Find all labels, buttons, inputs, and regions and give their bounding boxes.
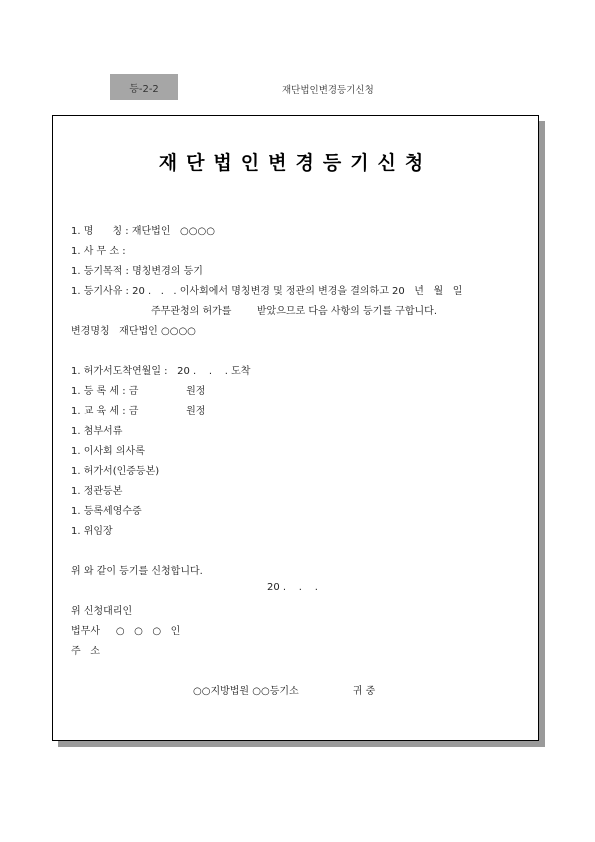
attachments-heading: 1. 첨부서류 bbox=[71, 426, 123, 437]
form-code-badge bbox=[110, 74, 178, 100]
field-registration-purpose: 1. 등기목적 : 명칭변경의 등기 bbox=[71, 266, 203, 277]
field-corporation-name: 1. 명 칭 : 재단법인 ○○○○ bbox=[71, 226, 215, 237]
application-statement: 위 와 같이 등기를 신청합니다. bbox=[71, 566, 203, 577]
form-code-label: 등-2-2 bbox=[129, 83, 159, 95]
agent-address: 주 소 bbox=[71, 646, 100, 657]
attachment-item: 1. 이사회 의사록 bbox=[71, 446, 145, 457]
form-title: 재단법인변경등기신청 bbox=[158, 152, 433, 174]
attachment-item: 1. 정관등본 bbox=[71, 486, 123, 497]
agent-heading: 위 신청대리인 bbox=[71, 606, 133, 617]
field-permit-arrival-date: 1. 허가서도착연월일 : 20 . . . 도착 bbox=[71, 366, 251, 377]
recipient-court-registry: ○○지방법원 ○○등기소 귀 중 bbox=[193, 686, 376, 697]
field-registration-reason-cont: 주무관청의 허가를 받았으므로 다음 사항의 등기를 구합니다. bbox=[151, 306, 438, 317]
field-office: 1. 사 무 소 : bbox=[71, 246, 126, 257]
agent-legal-scrivener: 법무사 ○ ○ ○ 인 bbox=[71, 626, 181, 637]
field-registration-reason: 1. 등기사유 : 20 . . . 이사회에서 명칭변경 및 정관의 변경을 결의하고 20 년 월 일 bbox=[71, 286, 463, 297]
field-education-tax: 1. 교 육 세 : 금 원정 bbox=[71, 406, 206, 417]
header-title: 재단법인변경등기신청 bbox=[282, 85, 374, 96]
application-date: 20 . . . bbox=[267, 582, 318, 593]
field-changed-name: 변경명칭 재단법인 ○○○○ bbox=[71, 326, 196, 337]
attachment-item: 1. 등록세영수증 bbox=[71, 506, 142, 517]
field-registration-tax: 1. 등 록 세 : 금 원정 bbox=[71, 386, 206, 397]
attachment-item: 1. 허가서(인증등본) bbox=[71, 466, 160, 477]
attachment-item: 1. 위임장 bbox=[71, 526, 113, 537]
application-form bbox=[52, 115, 539, 741]
